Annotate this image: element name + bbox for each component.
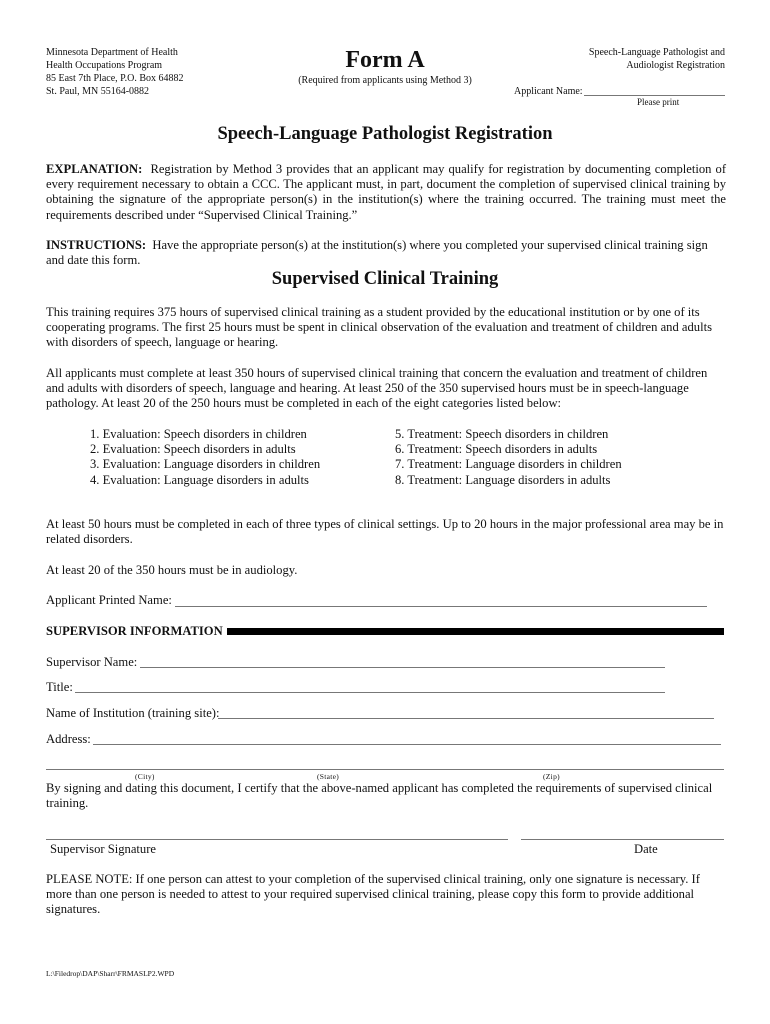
city-state-zip-field[interactable] — [46, 769, 724, 770]
list-item: 8. Treatment: Language disorders in adults — [395, 472, 611, 487]
agency-line: St. Paul, MN 55164-0882 — [46, 86, 150, 97]
training-paragraph: This training requires 375 hours of supervised clinical training as a student provided by the educational institution or by one of its cooperating programs. The first 25 hours must be spent in clinical observation of the evaluation and treatment of children and adults with disorders of speech, language or hearing. — [46, 305, 713, 350]
section-divider-bar — [227, 628, 724, 635]
supervisor-name-field[interactable] — [140, 667, 665, 668]
explanation-label: EXPLANATION: — [46, 162, 143, 176]
explanation-paragraph — [46, 162, 726, 223]
list-item: 2. Evaluation: Speech disorders in adults — [90, 442, 296, 457]
institution-label: Name of Institution (training site): — [46, 706, 220, 720]
list-item: 5. Treatment: Speech disorders in children — [395, 427, 609, 441]
registration-line: Speech-Language Pathologist and — [588, 47, 725, 58]
date-field[interactable] — [521, 839, 724, 840]
title-label: Title: — [46, 680, 73, 694]
applicant-printed-name-label: Applicant Printed Name: — [46, 593, 172, 607]
registration-line: Audiologist Registration — [626, 60, 725, 71]
title-field[interactable] — [75, 692, 665, 693]
date-label: Date — [634, 842, 658, 856]
supervisor-section-label: SUPERVISOR INFORMATION — [46, 624, 223, 638]
applicant-name-label: Applicant Name: — [514, 86, 583, 97]
categories-right-list — [395, 427, 622, 488]
categories-left-list — [90, 427, 320, 488]
certify-paragraph: By signing and dating this document, I certify that the above-named applicant has completed the requirements of supervised clinical training. — [46, 781, 713, 811]
applicant-printed-name-field[interactable] — [175, 606, 707, 607]
list-item: 4. Evaluation: Language disorders in adults — [90, 472, 309, 487]
zip-caption: (Zip) — [543, 772, 560, 781]
section-title: Supervised Clinical Training — [271, 269, 499, 289]
address-label: Address: — [46, 732, 91, 746]
agency-line: 85 East 7th Place, P.O. Box 64882 — [46, 73, 184, 84]
form-title: Form A — [345, 47, 425, 73]
address-field[interactable] — [93, 744, 721, 745]
institution-field[interactable] — [218, 718, 714, 719]
agency-line: Health Occupations Program — [46, 60, 163, 71]
footer-file-path: L:\Filedrop\DAP\Sharr\FRMASLP2.WPD — [46, 969, 175, 978]
list-item: 7. Treatment: Language disorders in children — [395, 457, 622, 472]
settings-paragraph: At least 50 hours must be completed in each of three types of clinical settings. Up to 20 hours in the major professional area may be in related disorders. — [46, 517, 724, 547]
instructions-paragraph — [46, 238, 726, 268]
state-caption: (State) — [317, 772, 340, 781]
please-print-note: Please print — [637, 97, 680, 107]
city-caption: (City) — [135, 772, 155, 781]
list-item: 6. Treatment: Speech disorders in adults — [395, 442, 598, 457]
applicant-name-line[interactable] — [584, 95, 725, 96]
agency-line: Minnesota Department of Health — [46, 47, 178, 58]
registration-title — [525, 46, 725, 72]
please-note-paragraph: PLEASE NOTE: If one person can attest to your completion of the supervised clinical training, only one signature is necessary. If more than one person is needed to attest to your required supervised clinical training, please copy this form to provide additional signatures. — [46, 872, 700, 917]
instructions-label: INSTRUCTIONS: — [46, 238, 147, 252]
audiology-paragraph: At least 20 of the 350 hours must be in audiology. — [46, 563, 298, 577]
instructions-text: Have the appropriate person(s) at the institution(s) where you completed your supervised clinical training sign and date this form. — [46, 238, 708, 268]
supervisor-name-label: Supervisor Name: — [46, 655, 138, 669]
list-item: 3. Evaluation: Language disorders in children — [90, 457, 321, 472]
main-title: Speech-Language Pathologist Registration — [217, 124, 553, 144]
signature-label: Supervisor Signature — [50, 842, 156, 856]
form-subtitle: (Required from applicants using Method 3) — [298, 75, 472, 86]
explanation-text: Registration by Method 3 provides that an applicant may qualify for registration by documenting completion of every requirement necessary to obtain a CCC. The applicant must, in part, document the completion of supervised clinical training by obtaining the signature of the appropriate person(s) in the institution(s) where the training occurred. The training must meet the requirements described under “Supervised Clinical Training.” — [46, 162, 727, 222]
signature-field[interactable] — [46, 839, 508, 840]
requirements-paragraph: All applicants must complete at least 350 hours of supervised clinical training that concern the evaluation and treatment of children and adults with disorders of speech, language and hearing. At least 250 of the 350 supervised hours must be in speech-language pathology. At least 20 of the 250 hours must be completed in each of the eight categories listed below: — [46, 366, 708, 411]
list-item: 1. Evaluation: Speech disorders in children — [90, 427, 307, 441]
